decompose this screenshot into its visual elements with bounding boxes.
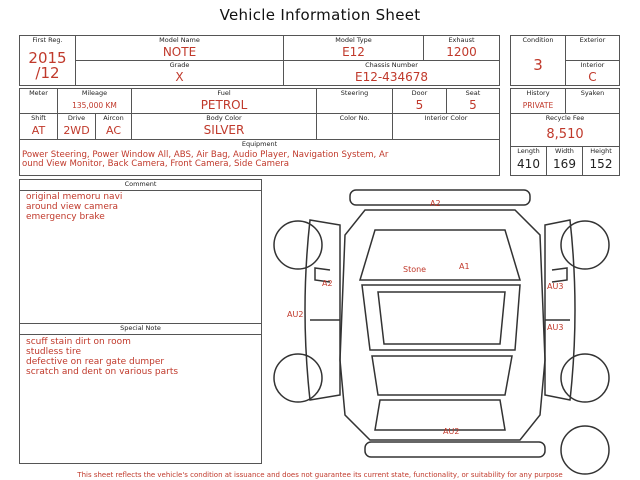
comment-line: emergency brake <box>26 212 105 222</box>
recycle-fee-cell <box>510 113 620 147</box>
chassis-cell <box>283 60 500 86</box>
damage-right-front: AU3 <box>547 282 564 291</box>
color-no-label: Color No. <box>339 114 370 122</box>
model-type-value: E12 <box>342 45 365 59</box>
first-reg-label: First Reg. <box>32 36 63 44</box>
fuel-cell <box>131 88 317 114</box>
seat-value: 5 <box>469 98 477 112</box>
first-reg-cell <box>19 35 76 86</box>
drive-value: 2WD <box>63 124 90 137</box>
damage-hood-stone: Stone <box>403 265 427 274</box>
seat-label: Seat <box>465 89 481 97</box>
width-cell <box>546 146 583 176</box>
width-value: 169 <box>553 157 576 171</box>
steering-cell <box>316 88 393 114</box>
grade-cell <box>75 60 284 86</box>
body-color-cell <box>131 113 317 140</box>
first-reg-year: 2015 <box>28 49 67 67</box>
steering-label: Steering <box>340 89 369 97</box>
mileage-label: Mileage <box>81 89 108 97</box>
seat-cell <box>446 88 500 114</box>
damage-front: A2 <box>430 199 441 208</box>
comment-line: around view camera <box>26 202 119 212</box>
fuel-label: Fuel <box>217 89 231 97</box>
door-value: 5 <box>415 98 424 112</box>
interior-color-cell <box>392 113 500 140</box>
door-cell <box>392 88 447 114</box>
special-note-line: defective on rear gate dumper <box>26 357 165 367</box>
equipment-line-2: ound View Monitor, Back Camera, Front Camera, Side Camera <box>22 159 290 169</box>
damage-left-front: A2 <box>322 279 333 288</box>
interior-value: C <box>588 70 597 84</box>
history-label: History <box>526 89 550 97</box>
shift-value: AT <box>31 124 46 137</box>
exterior-cell <box>565 35 620 61</box>
model-name-cell <box>75 35 284 61</box>
interior-label: Interior <box>580 61 605 69</box>
damage-right-rear: AU3 <box>547 323 564 332</box>
damage-rear: AU2 <box>443 427 460 436</box>
special-note-label: Special Note <box>20 324 261 335</box>
equipment-cell <box>19 139 500 176</box>
damage-hood: A1 <box>459 262 470 271</box>
history-cell <box>510 88 566 114</box>
mileage-cell <box>57 88 132 114</box>
comment-line: original memoru navi <box>26 192 123 202</box>
condition-value: 3 <box>533 56 543 74</box>
drive-label: Drive <box>67 114 86 122</box>
special-note-line: scratch and dent on various parts <box>26 367 179 377</box>
comment-label: Comment <box>20 180 261 191</box>
shift-label: Shift <box>31 114 46 122</box>
model-type-cell <box>283 35 424 61</box>
height-cell <box>582 146 620 176</box>
aircon-value: AC <box>105 124 121 137</box>
grade-value: X <box>175 70 184 84</box>
special-note-line: scuff stain dirt on room <box>26 337 131 347</box>
condition-label: Condition <box>522 36 554 44</box>
exhaust-cell <box>423 35 500 61</box>
equipment-label: Equipment <box>241 140 278 148</box>
door-label: Door <box>411 89 428 97</box>
body-color-value: SILVER <box>203 123 245 137</box>
chassis-value: E12-434678 <box>355 70 428 84</box>
sheet-title: Vehicle Information Sheet <box>219 6 421 24</box>
fuel-value: PETROL <box>200 98 248 112</box>
model-type-label: Model Type <box>335 36 372 44</box>
first-reg-month: /12 <box>35 64 60 82</box>
shift-cell <box>19 113 58 140</box>
equipment-line-1: Power Steering, Power Window All, ABS, Air Bag, Audio Player, Navigation System, Ar <box>22 150 389 160</box>
length-value: 410 <box>517 157 540 171</box>
recycle-fee-value: 8,510 <box>546 127 584 142</box>
drive-cell <box>57 113 96 140</box>
special-note-box <box>19 323 262 464</box>
meter-cell <box>19 88 58 114</box>
body-color-label: Body Color <box>206 114 242 122</box>
color-no-cell <box>316 113 393 140</box>
history-value: PRIVATE <box>522 101 554 110</box>
exhaust-label: Exhaust <box>448 36 475 44</box>
length-label: Length <box>517 147 540 155</box>
damage-left-side: AU2 <box>287 310 304 319</box>
comment-box <box>19 179 262 324</box>
condition-cell <box>510 35 566 86</box>
model-name-value: NOTE <box>162 45 197 59</box>
exterior-label: Exterior <box>579 36 606 44</box>
recycle-fee-label: Recycle Fee <box>545 114 585 122</box>
aircon-label: Aircon <box>103 114 124 122</box>
disclaimer-footer: This sheet reflects the vehicle's condition at issuance and does not guarantee its current state, functionality, or suitability for any purpose <box>77 471 563 479</box>
height-value: 152 <box>589 157 613 171</box>
syaken-cell <box>565 88 620 114</box>
syaken-label: Syaken <box>580 89 605 97</box>
model-name-label: Model Name <box>159 36 200 44</box>
chassis-label: Chassis Number <box>365 61 418 69</box>
width-label: Width <box>555 147 574 155</box>
interior-color-label: Interior Color <box>424 114 468 122</box>
length-cell <box>510 146 547 176</box>
meter-label: Meter <box>29 89 48 97</box>
height-label: Height <box>590 147 612 155</box>
interior-cell <box>565 60 620 86</box>
special-note-line: studless tire <box>26 347 81 357</box>
aircon-cell <box>95 113 132 140</box>
exhaust-value: 1200 <box>446 45 477 59</box>
grade-label: Grade <box>169 61 190 69</box>
mileage-value: 135,000 KM <box>72 101 117 110</box>
